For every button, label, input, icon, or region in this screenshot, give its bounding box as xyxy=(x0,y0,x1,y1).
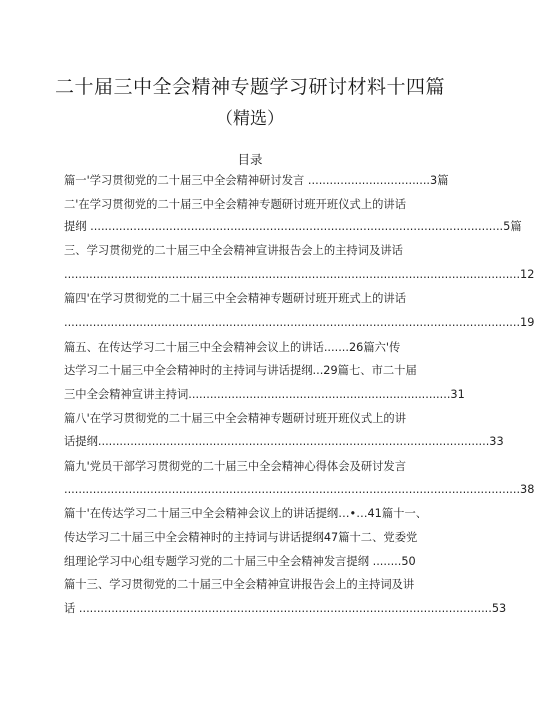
toc-line: 二'在学习贯彻党的二十届三中全会精神专题研讨班开班仪式上的讲话 xyxy=(64,198,407,211)
toc-line: 话提纲.............................................................................................................33 xyxy=(64,435,504,448)
document-title: 二十届三中全会精神专题学习研讨材料十四篇 xyxy=(54,76,445,98)
toc-line: 传达学习二十届三中全会精神时的主持词与讲话提纲47篇十二、党委党 xyxy=(64,531,418,544)
document-subtitle: （精选） xyxy=(216,109,284,129)
toc-line: 三中全会精神宣讲主持词.........................................................................31 xyxy=(64,388,465,401)
toc-line: 话 ...................................................................................................................53 xyxy=(64,602,507,615)
toc-line: 篇五、在传达学习二十届三中全会精神会议上的讲话.......26篇六'传 xyxy=(64,341,401,354)
toc-line: 篇十三、学习贯彻党的二十届三中全会精神宣讲报告会上的主持词及讲 xyxy=(64,578,415,591)
toc-line: 篇九'党员干部学习贯彻党的二十届三中全会精神心得体会及研讨发言 xyxy=(64,460,407,473)
toc-line: 篇一'学习贯彻党的二十届三中全会精神研讨发言 ..................................3篇 xyxy=(64,174,449,187)
toc-line: 达学习二十届三中全会精神时的主持词与讲话提纲...29篇七、市二十届 xyxy=(64,364,417,377)
toc-line: 提纲 ...................................................................................................................5篇 xyxy=(64,220,522,233)
toc-heading: 目录 xyxy=(237,152,263,167)
toc-line: ...............................................................................................................................19 xyxy=(64,316,534,329)
toc-line: 三、学习贯彻党的二十届三中全会精神宣讲报告会上的主持词及讲话 xyxy=(64,244,403,257)
toc-line: 篇十'在传达学习二十届三中全会精神会议上的讲话提纲…•…41篇十一、 xyxy=(64,507,428,520)
toc-line: ...............................................................................................................................38 xyxy=(64,483,534,496)
toc-line: 篇四'在学习贯彻党的二十届三中全会精神专题研讨班开班式上的讲话 xyxy=(64,292,407,305)
toc-line: 组理论学习中心组专题学习党的二十届三中全会精神发言提纲 ........50 xyxy=(64,555,416,568)
toc-line: ...............................................................................................................................12 xyxy=(64,268,534,281)
toc-line: 篇八'在学习贯彻党的二十届三中全会精神专题研讨班开班仪式上的讲 xyxy=(64,412,407,425)
